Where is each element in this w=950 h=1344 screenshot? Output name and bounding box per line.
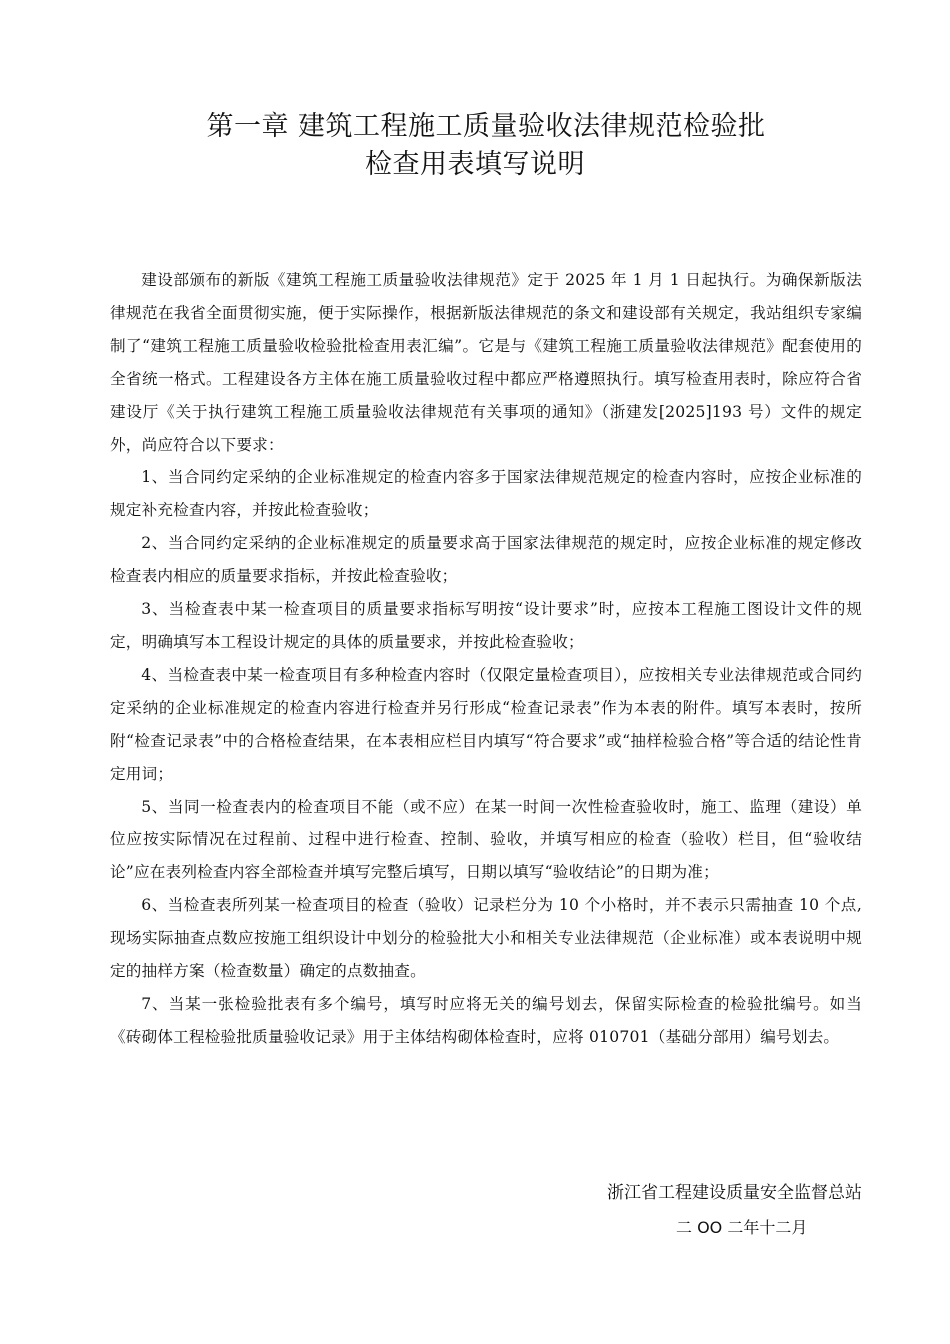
requirement-item-1: 1、当合同约定采纳的企业标准规定的检查内容多于国家法律规范规定的检查内容时，应按企业标准的规定补充检查内容，并按此检查验收； [110,468,862,520]
requirement-item-3: 3、当检查表中某一检查项目的质量要求指标写明按“设计要求”时，应按本工程施工图设计文件的规定，明确填写本工程设计规定的具体的质量要求，并按此检查验收； [110,600,862,651]
requirement-item-2: 2、当合同约定采纳的企业标准规定的质量要求高于国家法律规范的规定时，应按企业标准的规定修改检查表内相应的质量要求指标，并按此检查验收； [110,534,862,586]
chapter-title-line-2: 检查用表填写说明 [365,149,585,180]
requirement-item-4: 4、当检查表中某一检查项目有多种检查内容时（仅限定量检查项目），应按相关专业法律规范或合同约定采纳的企业标准规定的检查内容进行检查并另行形成“检查记录表”作为本表的附件。填写本表时，按所附“检查记录表”中的合格检查结果，在本表相应栏目内填写“符合要求”或“抽样检验合格”等合适的结论性肯定用词； [110,665,862,783]
requirement-item-5: 5、当同一检查表内的检查项目不能（或不应）在某一时间一次性检查验收时，施工、监理（建设）单位应按实际情况在过程前、过程中进行检查、控制、验收，并填写相应的检查（验收）栏目，但“验收结论”应在表列检查内容全部检查并填写完整后填写，日期以填写“验收结论”的日期为准； [110,797,862,882]
requirement-item-6: 6、当检查表所列某一检查项目的检查（验收）记录栏分为 10 个小格时，并不表示只需抽查 10 个点,现场实际抽查点数应按施工组织设计中划分的检验批大小和相关专业法律规范（企业标准）或本表说明中规定的抽样方案（检查数量）确定的点数抽查。 [110,896,862,981]
chapter-title-line-1: 第一章 建筑工程施工质量验收法律规范检验批 [206,111,766,142]
requirement-item-7: 7、当某一张检验批表有多个编号，填写时应将无关的编号划去，保留实际检查的检验批编号。如当《砖砌体工程检验批质量验收记录》用于主体结构砌体检查时，应将 010701（基础分部用）编号划去。 [110,994,862,1046]
issue-date: 二 OO 二年十二月 [676,1218,808,1237]
intro-paragraph: 建设部颁布的新版《建筑工程施工质量验收法律规范》定于 2025 年 1 月 1 日起执行。为确保新版法律规范在我省全面贯彻实施，便于实际操作，根据新版法律规范的条文和建设部有关规定，我站组织专家编制了“建筑工程施工质量验收检验批检查用表汇编”。它是与《建筑工程施工质量验收法律规范》配套使用的全省统一格式。工程建设各方主体在施工质量验收过程中都应严格遵照执行。填写检查用表时，除应符合省建设厅《关于执行建筑工程施工质量验收法律规范有关事项的通知》（浙建发[2025]193 号）文件的规定外，尚应符合以下要求： [110,271,862,454]
chapter-title [0,108,950,184]
body-text [110,264,862,1054]
issuing-organization: 浙江省工程建设质量安全监督总站 [607,1183,862,1203]
